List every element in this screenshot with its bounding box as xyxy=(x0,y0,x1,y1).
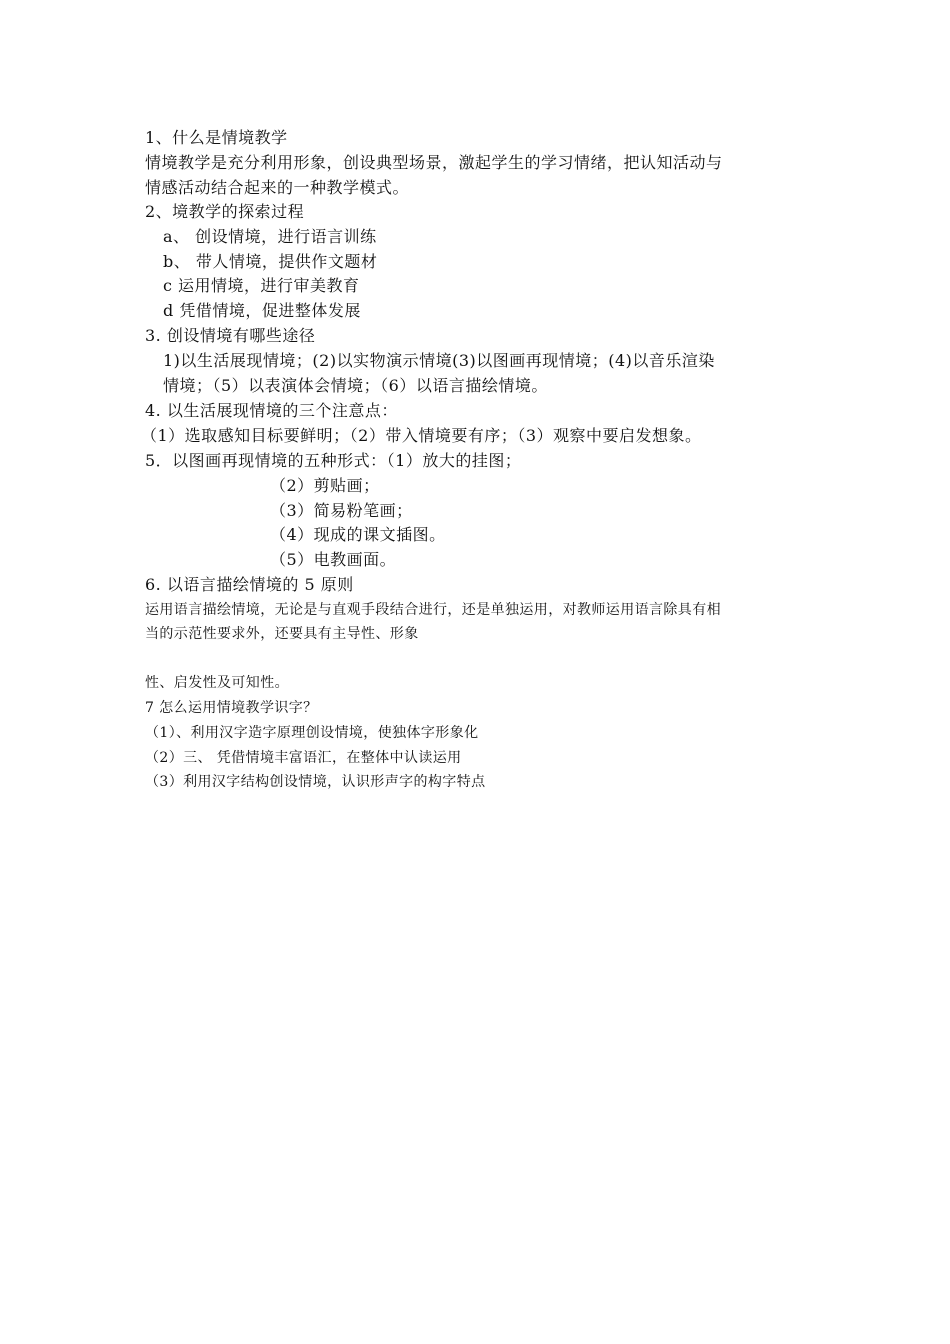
section2-item-d: d 凭借情境，促进整体发展 xyxy=(163,301,361,320)
section2-item-b: b、 带人情境，提供作文题材 xyxy=(163,252,378,271)
section7-item-3: （3）利用汉字结构创设情境，认识形声字的构字特点 xyxy=(145,774,486,790)
section7-item-2: （2）三、 凭借情境丰富语汇，在整体中认读运用 xyxy=(145,750,462,766)
section3-body-line1: 1)以生活展现情境；(2)以实物演示情境(3)以图画再现情境；(4)以音乐渲染 xyxy=(163,351,715,370)
section5-item-5: （5）电教画面。 xyxy=(270,550,397,569)
section7-heading: 7 怎么运用情境教学识字？ xyxy=(145,700,318,716)
section5-item-2: （2）剪贴画； xyxy=(270,476,380,495)
section5-heading: 5．以图画再现情境的五种形式：（1）放大的挂图； xyxy=(145,451,522,470)
section5-item-3: （3）简易粉笔画； xyxy=(270,501,413,520)
section6-heading: 6. 以语言描绘情境的 5 原则 xyxy=(145,575,354,594)
section1-body-line2: 情感活动结合起来的一种教学模式。 xyxy=(145,178,410,197)
section6-body-line3: 性、启发性及可知性。 xyxy=(145,675,289,691)
section4-body: （1）选取感知目标要鲜明；（2）带入情境要有序；（3）观察中要启发想象。 xyxy=(141,426,702,445)
section5-item-4: （4）现成的课文插图。 xyxy=(270,525,446,544)
section2-heading: 2、境教学的探索过程 xyxy=(145,202,305,221)
section7-item-1: （1）、利用汉字造字原理创设情境，使独体字形象化 xyxy=(145,725,479,741)
section2-item-a: a、 创设情境，进行语言训练 xyxy=(163,227,377,246)
section6-body-line1: 运用语言描绘情境，无论是与直观手段结合进行，还是单独运用，对教师运用语言除具有相 xyxy=(145,602,721,618)
section2-item-c: c 运用情境，进行审美教育 xyxy=(163,276,360,295)
section1-body-line1: 情境教学是充分利用形象，创设典型场景，激起学生的学习情绪，把认知活动与 xyxy=(145,153,723,172)
section6-body-line2: 当的示范性要求外，还要具有主导性、形象 xyxy=(145,626,419,642)
section1-heading: 1、什么是情境教学 xyxy=(145,128,288,147)
section3-heading: 3. 创设情境有哪些途径 xyxy=(145,326,316,345)
section3-body-line2: 情境；（5）以表演体会情境；（6）以语言描绘情境。 xyxy=(163,376,548,395)
section4-heading: 4. 以生活展现情境的三个注意点： xyxy=(145,401,398,420)
